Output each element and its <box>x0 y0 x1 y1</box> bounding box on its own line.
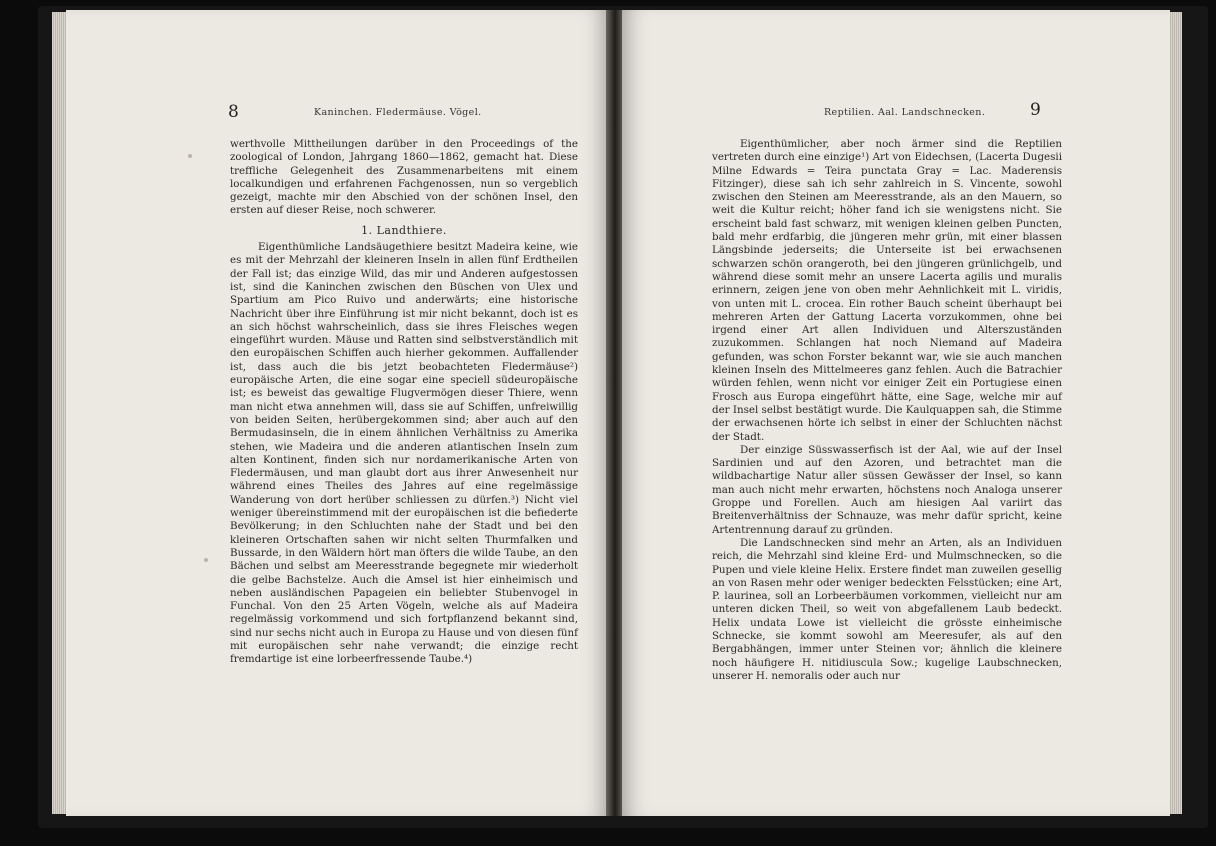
paragraph: werthvolle Mittheilungen darüber in den Proceedings of the zoological of London, Jahrgang 1860—1862, gemacht hat. Diese treffliche Gelegenheit des Zusammenarbeitens mit einem localkundigen und erfahrenen Fachgenossen, nun so vergeblich gezeigt, machte mir den Abschied von der schönen Insel, den ersten auf dieser Reise, noch schwerer. <box>230 138 578 217</box>
right-page-body <box>712 138 1062 683</box>
left-page-header <box>228 102 588 122</box>
right-page-header <box>712 102 1072 122</box>
right-page <box>622 10 1170 816</box>
page-edges-right <box>1170 12 1182 814</box>
running-head: Kaninchen. Fledermäuse. Vögel. <box>314 107 482 118</box>
page-edges-left <box>52 12 66 814</box>
paragraph: Eigenthümlicher, aber noch ärmer sind die Reptilien vertreten durch eine einzige¹) Art von Eidechsen, (Lacerta Dugesii Milne Edwards = Teira punctata Gray = Lac. Maderensis Fitzinger), diese sah ich sehr zahlreich in S. Vincente, sowohl zwischen den Steinen am Meeresstrande, als an den Mauern, so weit die Kultur reicht; höher fand ich sie wenigstens nicht. Sie erscheint bald fast schwarz, mit wenigen kleinen gelben Puncten, bald mehr erdfarbig, die jüngeren mehr grün, mit einer blassen Längsbinde jederseits; die Unterseite ist bei erwachsenen schwarzen schön orangeroth, bei den jüngeren grünlichgelb, und während diese somit mehr an unsere Lacerta agilis und muralis erinnern, zeigen jene von oben mehr Aehnlichkeit mit L. viridis, von unten mit L. crocea. Ein rother Bauch scheint überhaupt bei mehreren Arten der Gattung Lacerta vorzukommen, ohne bei irgend einer Art allen Individuen und Alterszuständen zuzukommen. Schlangen hat noch Niemand auf Madeira gefunden, was schon Forster bekannt war, wie sie auch manchen kleinen Inseln des Mittelmeeres ganz fehlen. Auch die Batrachier würden fehlen, wenn nicht vor einiger Zeit ein Portugiese einen Frosch aus Europa eingeführt hätte, eine Sage, welche mir auf der Insel selbst bestätigt wurde. Die Kaulquappen sah, die Stimme der erwachsenen hörte ich selbst in einer der Schluchten nächst der Stadt. <box>712 138 1062 443</box>
paragraph: Der einzige Süsswasserfisch ist der Aal, wie auf der Insel Sardinien und auf den Azoren, und betrachtet man die wildbachartige Natur aller süssen Gewässer der Insel, so kann man auch nicht mehr erwarten, höchstens noch Analoga unserer Groppe und Forellen. Auch am hiesigen Aal variirt das Breitenverhältniss der Schnauze, was mehr dafür spricht, keine Artentrennung darauf zu gründen. <box>712 443 1062 536</box>
left-page-body <box>230 138 578 667</box>
paragraph: Eigenthümliche Landsäugethiere besitzt Madeira keine, wie es mit der Mehrzahl der kleineren Inseln in allen fünf Erdtheilen der Fall ist; das einzige Wild, das mir und Anderen aufgestossen ist, sind die Kaninchen zwischen den Büschen von Ulex und Spartium am Pico Ruivo und anderwärts; eine historische Nachricht über ihre Einführung ist mir nicht bekannt, doch ist es an sich höchst wahrscheinlich, dass sie ihres Fleisches wegen eingeführt wurden. Mäuse und Ratten sind selbstverständlich mit den europäischen Schiffen auch hierher gekommen. Auffallender ist, dass auch die bis jetzt beobachteten Fledermäuse²) europäische Arten, die eine sogar eine speciell südeuropäische ist; es beweist das gewaltige Flugvermögen dieser Thiere, wenn man nicht etwa annehmen will, dass sie auf Schiffen, unfreiwillig von beiden Seiten, herübergekommen sind; aber auch auf den Bermudasinseln, die in einem ähnlichen Verhältniss zu Amerika stehen, wie Madeira und die anderen atlantischen Inseln zum alten Kontinent, finden sich nur nordamerikanische Arten von Fledermäusen, und man glaubt dort aus ihrer Anwesenheit nur während eines Theiles des Jahres auf eine regelmässige Wanderung von dort herüber schliessen zu dürfen.³) Nicht viel weniger übereinstimmend mit der europäischen ist die befiederte Bevölkerung; in den Schluchten nahe der Stadt und bei den kleineren Ortschaften sahen wir nicht selten Thurmfalken und Bussarde, in den Wäldern hört man öfters die wilde Taube, an den Bächen und selbst am Meeresstrande begegnete mir wiederholt die gelbe Bachstelze. Auch die Amsel ist hier einheimisch und neben ausländischen Papageien ein beliebter Stubenvogel in Funchal. Von den 25 Arten Vögeln, welche als auf Madeira regelmässig vorkommend und sich fortpflanzend bekannt sind, sind nur sechs nicht auch in Europa zu Hause und von diesen fünf mit europäischen sehr nahe verwandt; die einzige recht fremdartige ist eine lorbeerfressende Taube.⁴) <box>230 241 578 666</box>
paper-spot <box>188 154 192 158</box>
left-page <box>66 10 608 816</box>
paper-spot <box>204 558 208 562</box>
section-heading: 1. Landthiere. <box>361 223 447 237</box>
paragraph: Die Landschnecken sind mehr an Arten, als an Individuen reich, die Mehrzahl sind kleine Erd- und Mulmschnecken, so die Pupen und viele kleine Helix. Erstere findet man zuweilen gesellig an von Rasen mehr oder weniger bedeckten Felsstücken; eine Art, P. laurinea, soll an Lorbeerbäumen vorkommen, vielleicht nur am unteren dicken Theil, so weit von abgefallenem Laub bedeckt. Helix undata Lowe ist vielleicht die grösste einheimische Schnecke, sie kommt sowohl am Meeresufer, als auf den Bergabhängen, immer unter Steinen vor; ähnlich die kleinere noch häufigere H. nitidiuscula Sow.; kugelige Laubschnecken, unserer H. nemoralis oder auch nur <box>712 536 1062 682</box>
page-number: 9 <box>1030 100 1041 120</box>
page-number: 8 <box>228 102 239 122</box>
running-head: Reptilien. Aal. Landschnecken. <box>824 107 986 118</box>
